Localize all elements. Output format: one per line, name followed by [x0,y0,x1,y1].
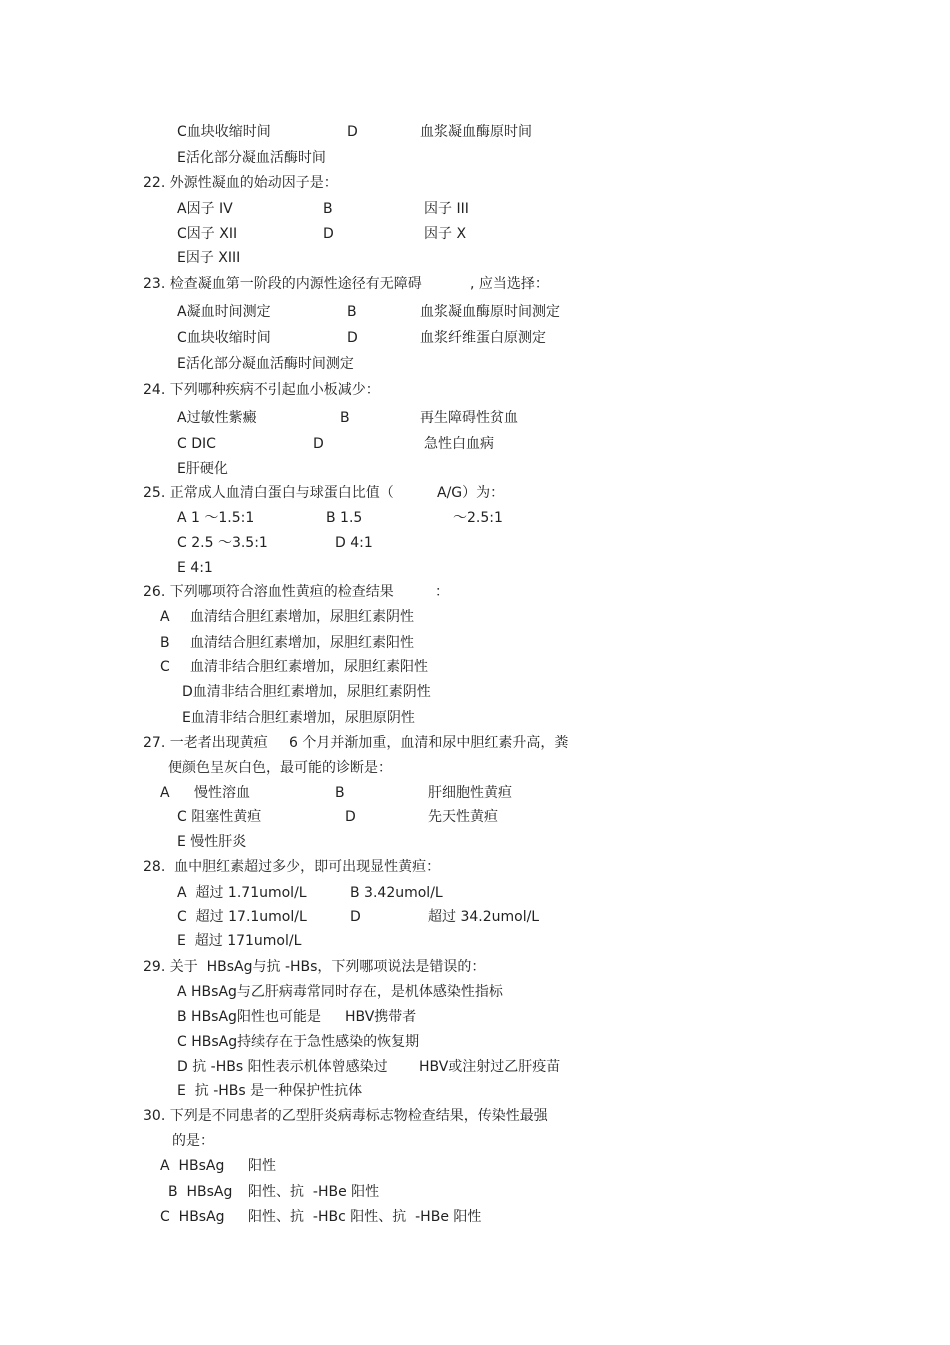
text-line: 阳性、抗 -HBc 阳性、抗 -HBe 阳性 [248,1209,482,1225]
text-line: E 抗 -HBs 是一种保护性抗体 [177,1083,363,1099]
text-line: 血清结合胆红素增加，尿胆红素阴性 [190,609,414,625]
question-23: 23. 检查凝血第一阶段的内源性途径有无障碍 [143,276,422,292]
text-line: C 超过 17.1umol/L [177,909,307,925]
text-line: 血浆凝血酶原时间测定 [420,304,560,320]
text-line: D [347,124,358,140]
text-line: A/G）为： [437,485,505,501]
text-line: D [347,330,358,346]
text-line: 便颜色呈灰白色，最可能的诊断是： [168,760,392,776]
text-line: E肝硬化 [177,461,228,477]
text-line: 因子 III [424,201,469,217]
text-line: 6 个月并渐加重，血清和尿中胆红素升高，粪 [289,735,569,751]
text-line: 慢性溶血 [194,785,250,801]
text-line: 血清结合胆红素增加，尿胆红素阳性 [190,635,414,651]
text-line: A HBsAg与乙肝病毒常同时存在，是机体感染性指标 [177,984,503,1000]
text-line: HBV或注射过乙肝疫苗 [419,1059,561,1075]
text-line: 的是： [172,1133,214,1149]
text-line: , 应当选择： [470,276,549,292]
text-line: E因子 XIII [177,250,241,266]
text-line: A 1 ～1.5:1 [177,510,255,526]
text-line: HBV携带者 [345,1009,417,1025]
text-line: ～2.5:1 [453,510,503,526]
text-line: A HBsAg [160,1158,225,1174]
text-line: 血清非结合胆红素增加，尿胆红素阳性 [190,659,428,675]
text-line: A [160,785,170,801]
text-line: B [340,410,350,426]
text-line: C血块收缩时间 [177,124,271,140]
question-29: 29. 关于 HBsAg与抗 -HBs，下列哪项说法是错误的： [143,959,486,975]
text-line: D血清非结合胆红素增加，尿胆红素阴性 [182,684,431,700]
text-line: D 抗 -HBs 阳性表示机体曾感染过 [177,1059,388,1075]
text-line: E血清非结合胆红素增加，尿胆原阴性 [182,710,415,726]
text-line: 因子 X [424,226,467,242]
question-27: 27. 一老者出现黄疸 [143,735,268,751]
text-line: 先天性黄疸 [428,809,498,825]
text-line: E 慢性肝炎 [177,834,247,850]
text-line: A因子 IV [177,201,233,217]
text-line: C因子 XII [177,226,238,242]
text-line: 急性白血病 [424,436,494,452]
text-line: B HBsAg阳性也可能是 [177,1009,321,1025]
text-line: ： [435,584,449,600]
text-line: B [347,304,357,320]
text-line: B [160,635,170,651]
text-line: C 2.5 ～3.5:1 [177,535,268,551]
text-line: A凝血时间测定 [177,304,271,320]
text-line: B 1.5 [326,510,363,526]
text-line: C HBsAg持续存在于急性感染的恢复期 [177,1034,420,1050]
text-line: D [313,436,324,452]
text-line: E 4:1 [177,560,213,576]
question-26: 26. 下列哪项符合溶血性黄疸的检查结果 [143,584,394,600]
question-22: 22. 外源性凝血的始动因子是： [143,175,338,191]
text-line: B 3.42umol/L [350,885,443,901]
text-line: E活化部分凝血活酶时间测定 [177,356,354,372]
text-line: C [160,659,170,675]
text-line: 再生障碍性贫血 [420,410,518,426]
text-line: D [345,809,356,825]
text-line: C血块收缩时间 [177,330,271,346]
text-line: D [323,226,334,242]
question-25: 25. 正常成人血清白蛋白与球蛋白比值（ [143,485,394,501]
text-line: 血浆凝血酶原时间 [420,124,532,140]
text-line: E活化部分凝血活酶时间 [177,150,326,166]
text-line: C HBsAg [160,1209,225,1225]
question-30: 30. 下列是不同患者的乙型肝炎病毒标志物检查结果，传染性最强 [143,1108,548,1124]
text-line: 阳性 [248,1158,276,1174]
text-line: 阳性、抗 -HBe 阳性 [248,1184,380,1200]
text-line: C DIC [177,436,216,452]
question-24: 24. 下列哪种疾病不引起血小板减少： [143,382,380,398]
text-line: 肝细胞性黄疸 [428,785,512,801]
text-line: A 超过 1.71umol/L [177,885,307,901]
text-line: C 阻塞性黄疸 [177,809,262,825]
text-line: B [323,201,333,217]
text-line: E 超过 171umol/L [177,933,302,949]
text-line: B HBsAg [168,1184,233,1200]
text-line: A过敏性紫癜 [177,410,257,426]
text-line: D 4:1 [335,535,373,551]
text-line: 超过 34.2umol/L [428,909,540,925]
text-line: B [335,785,345,801]
text-line: D [350,909,361,925]
text-line: A [160,609,170,625]
question-28: 28. 血中胆红素超过多少，即可出现显性黄疸： [143,859,441,875]
text-line: 血浆纤维蛋白原测定 [420,330,546,346]
